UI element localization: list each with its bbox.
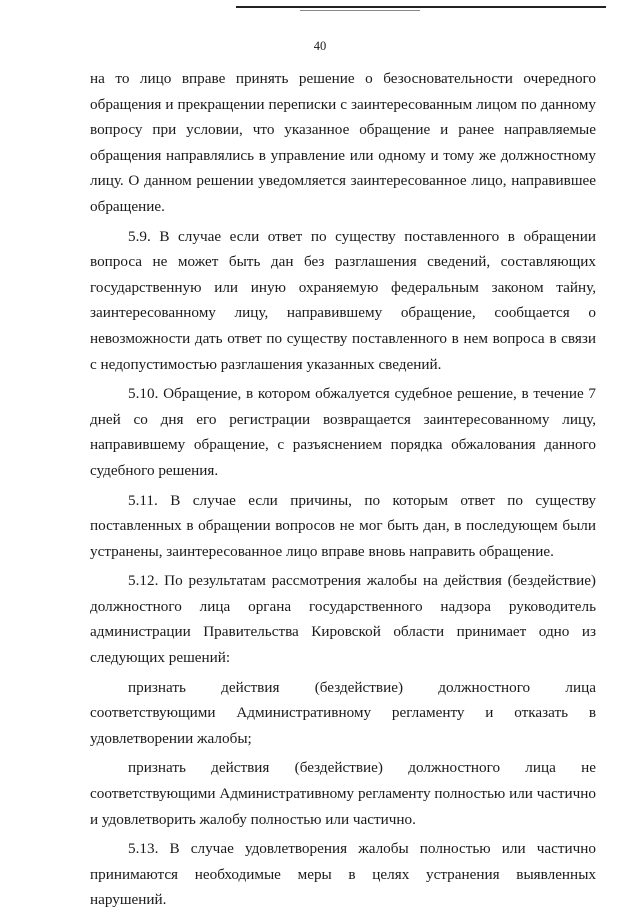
scan-edge-line	[236, 6, 606, 8]
decision-option-2: признать действия (бездействие) должностного лица не соответствующими Административному регламенту полностью или частично и удовлетворить жалобу полностью или частично.	[90, 759, 596, 828]
paragraph-5-10: 5.10. Обращение, в котором обжалуется судебное решение, в течение 7 дней со дня его регистрации возвращается заинтересованному лицу, направившему обращение, с разъяснением порядка обжалования данного судебного решения.	[90, 385, 596, 479]
decision-option-1: признать действия (бездействие) должностного лица соответствующими Административному регламенту и отказать в удовлетворении жалобы;	[90, 678, 596, 747]
document-body	[90, 66, 596, 917]
paragraph-continuation: на то лицо вправе принять решение о безосновательности очередного обращения и прекращении переписки с заинтересованным лицом по данному вопросу при условии, что указанное обращение и ранее направляемые обращения направлялись в управление или одному и тому же должностному лицу. О данном решении уведомляется заинтересованное лицо, направившее обращение.	[90, 70, 596, 215]
paragraph-5-13: 5.13. В случае удовлетворения жалобы полностью или частично принимаются необходимые меры в целях устранения выявленных нарушений.	[90, 840, 596, 909]
paragraph-5-12: 5.12. По результатам рассмотрения жалобы на действия (бездействие) должностного лица органа государственного надзора руководитель администрации Правительства Кировской области принимает одно из следующих решений:	[90, 572, 596, 667]
page-number: 40	[313, 39, 327, 53]
paragraph-5-11: 5.11. В случае если причины, по которым ответ по существу поставленных в обращении вопросов не мог быть дан, в последующем были устранены, заинтересованное лицо вправе вновь направить обращение.	[90, 491, 596, 560]
paragraph-5-9: 5.9. В случае если ответ по существу поставленного в обращении вопроса не может быть дан без разглашения сведений, составляющих государственную или иную охраняемую федеральным законом тайну, заинтересованному лицу, направившему обращение, сообщается о невозможности дать ответ по существу поставленного в нем вопроса в связи с недопустимостью разглашения указанных сведений.	[90, 227, 596, 373]
scan-edge-line-faint	[300, 10, 420, 11]
